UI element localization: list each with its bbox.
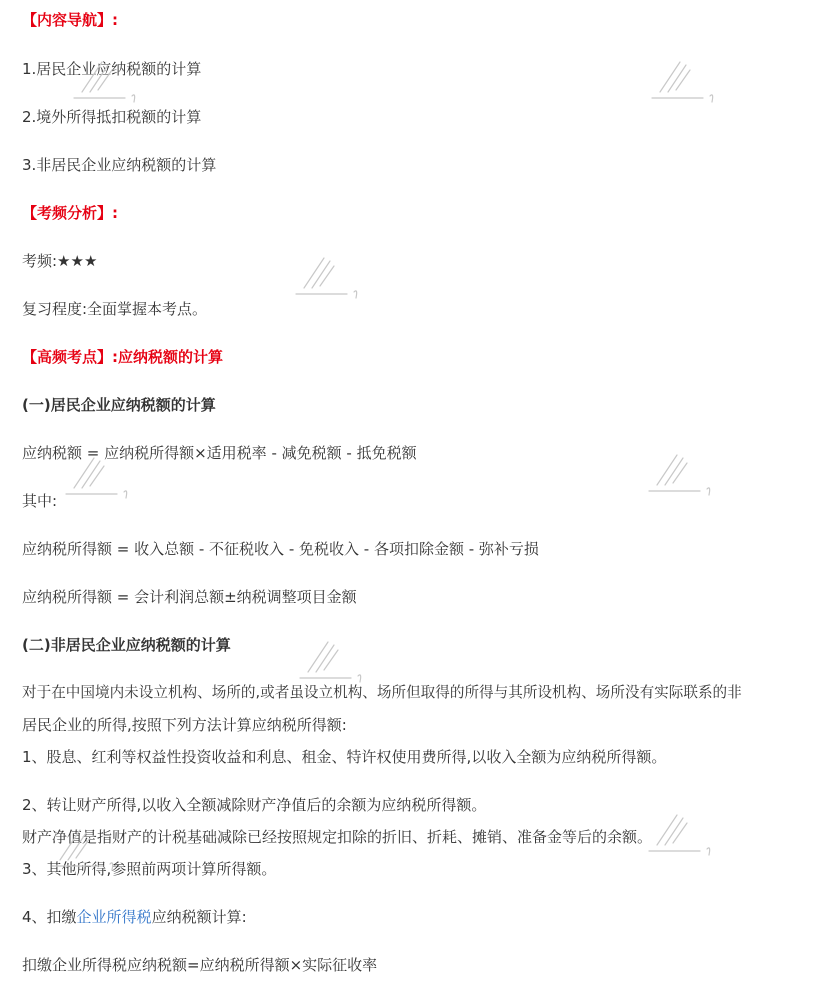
nav-heading: 【内容导航】: (22, 11, 118, 29)
section2-item3: 3、其他所得,参照前两项计算所得额。 (22, 860, 277, 878)
section2-item4-suffix: 应纳税额计算: (151, 908, 247, 926)
watermark-logo-icon (648, 52, 743, 112)
watermark-logo-icon (296, 632, 391, 692)
section2-item2-note: 财产净值是指财产的计税基础减除已经按照规定扣除的折旧、折耗、摊销、准备金等后的余额。 (22, 828, 653, 846)
section1-formula3: 应纳税所得额 = 会计利润总额±纳税调整项目金额 (22, 588, 357, 606)
section1-formula2: 应纳税所得额 = 收入总额 - 不征税收入 - 免税收入 - 各项扣除金额 - 弥补亏损 (22, 540, 539, 558)
frequency-text: 考频:★★★ (22, 252, 98, 270)
nav-item-2: 2.境外所得抵扣税额的计算 (22, 108, 202, 126)
watermark-logo-icon (48, 820, 143, 880)
analysis-heading: 【考频分析】: (22, 204, 118, 222)
section2-item1: 1、股息、红利等权益性投资收益和利息、租金、特许权使用费所得,以收入全额为应纳税所得额。 (22, 748, 667, 766)
section2-intro-line2: 居民企业的所得,按照下列方法计算应纳税所得额: (22, 716, 347, 734)
review-text: 复习程度:全面掌握本考点。 (22, 300, 208, 318)
nav-item-3: 3.非居民企业应纳税额的计算 (22, 156, 217, 174)
section1-among: 其中: (22, 492, 58, 510)
section2-item2: 2、转让财产所得,以收入全额减除财产净值后的余额为应纳税所得额。 (22, 796, 487, 814)
watermark-logo-icon (645, 805, 740, 865)
watermark-logo-icon (645, 445, 740, 505)
section1-title: (一)居民企业应纳税额的计算 (22, 396, 216, 414)
section2-formula: 扣缴企业所得税应纳税额=应纳税所得额×实际征收率 (22, 956, 378, 974)
watermark-logo-icon (62, 448, 157, 508)
watermark-logo-icon (292, 248, 387, 308)
section2-item4-prefix: 4、扣缴 (22, 908, 77, 926)
section1-formula: 应纳税额 = 应纳税所得额×适用税率 - 减免税额 - 抵免税额 (22, 444, 417, 462)
corporate-income-tax-link[interactable]: 企业所得税 (76, 908, 152, 926)
key-point-heading: 【高频考点】:应纳税额的计算 (22, 348, 223, 366)
section2-intro-line1: 对于在中国境内未设立机构、场所的,或者虽设立机构、场所但取得的所得与其所设机构、场所没有实际联系的非 (22, 684, 742, 701)
watermark-logo-icon (70, 52, 165, 112)
nav-item-1: 1.居民企业应纳税额的计算 (22, 60, 202, 78)
section2-item4 (22, 906, 247, 928)
section2-title: (二)非居民企业应纳税额的计算 (22, 636, 231, 654)
